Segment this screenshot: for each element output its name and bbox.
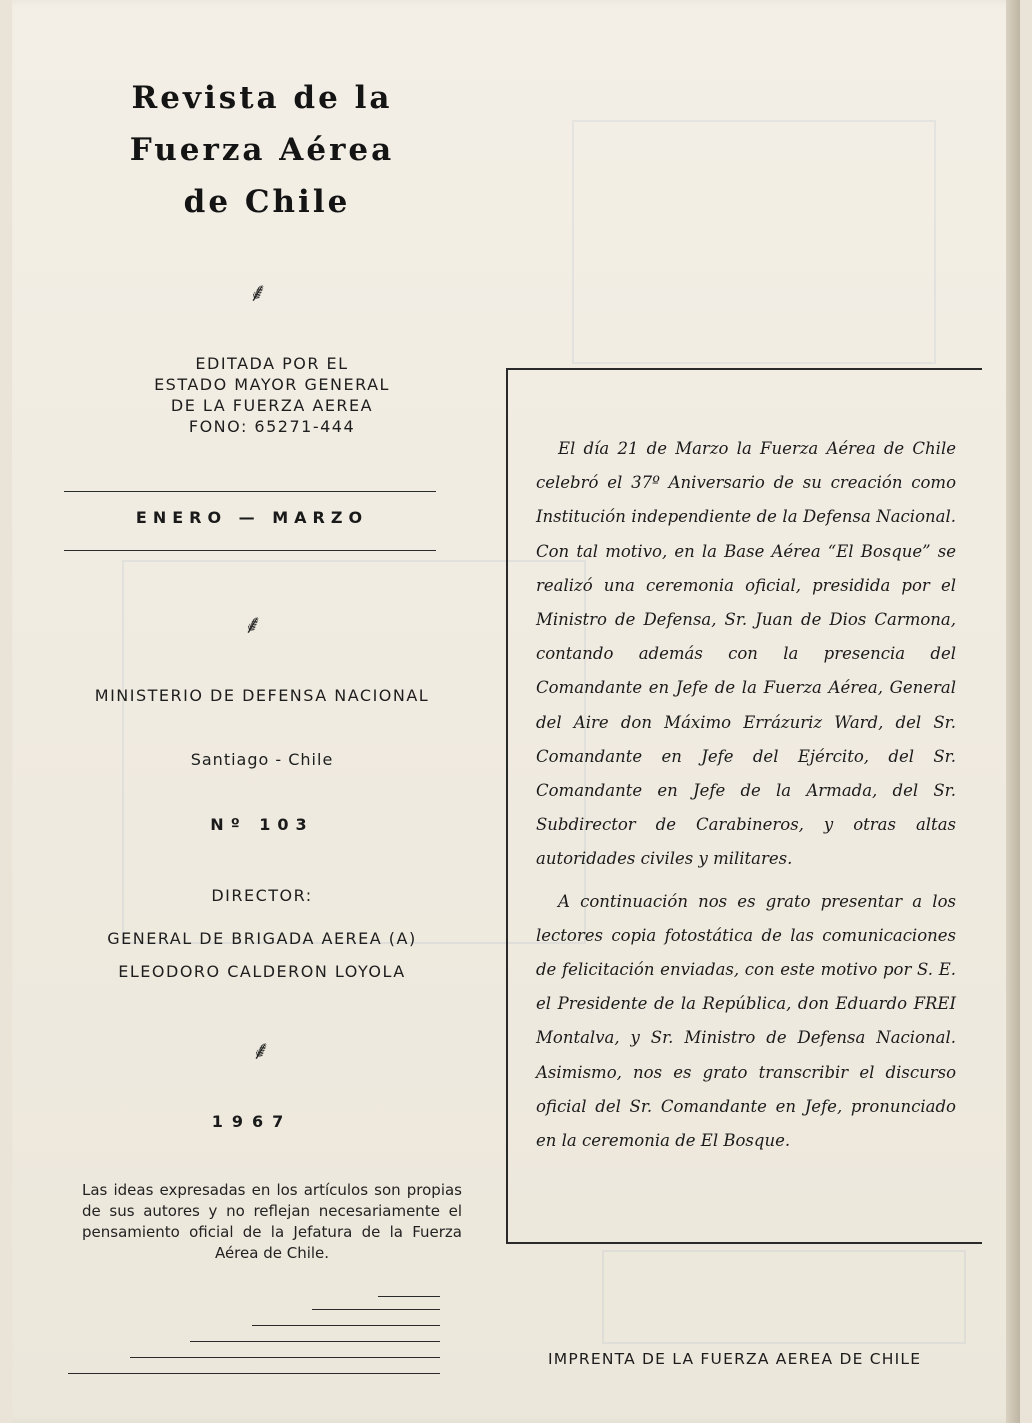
ornament-leaf-icon: ⸙ — [243, 610, 263, 640]
announcement-paragraph-2: A continuación nos es grato presentar a los lectores copia fotostática de las comunicaciones de felicitación enviadas, con este motivo por S. E. el Presidente de la República, don Eduardo FREI Montalva, y Sr. Ministro de Defensa Nacional. Asimismo, nos es grato transcribir el discurso oficial del Sr. Comandante en Jefe, pronunciado en la ceremonia de El Bosque. — [536, 891, 956, 1151]
issue-number: Nº 103 — [210, 815, 314, 834]
announcement-paragraph-1: El día 21 de Marzo la Fuerza Aérea de Chile celebró el 37º Aniversario de su creación como Institución independiente de la Defensa Nacional. Con tal motivo, en la Base Aérea “El Bosque” se realizó una ceremonia oficial, presidida por el Ministro de Defensa, Sr. Juan de Dios Carmona, contando además con la presencia del Comandante en Jefe de la Fuerza Aérea, General del Aire don Máximo Errázuriz Ward, del Sr. Comandante en Jefe del Ejército, del Sr. Comandante en Jefe de la Armada, del Sr. Subdirector de Carabineros, y otras altas autoridades civiles y militares. — [536, 439, 956, 869]
closing-line — [68, 1373, 440, 1374]
ornament-leaf-icon: ⸙ — [251, 1036, 271, 1066]
director-name: ELEODORO CALDERON LOYOLA — [118, 962, 406, 981]
location: Santiago - Chile — [190, 750, 334, 769]
editorial-line-2: ESTADO MAYOR GENERAL — [154, 375, 390, 394]
announcement-box — [506, 368, 982, 1244]
magazine-title — [92, 72, 432, 228]
divider-top — [64, 491, 436, 492]
title-line-3: de Chile — [183, 184, 351, 220]
closing-line — [190, 1341, 440, 1342]
closing-line — [378, 1296, 440, 1297]
closing-line — [312, 1309, 440, 1310]
editorial-line-3: DE LA FUERZA AEREA — [170, 396, 374, 415]
announcement-text — [536, 432, 956, 1158]
editorial-phone: FONO: 65271-444 — [188, 417, 356, 436]
ministry-name: MINISTERIO DE DEFENSA NACIONAL — [94, 686, 430, 705]
publication-year: 1967 — [211, 1112, 293, 1131]
issue-period: ENERO — MARZO — [135, 508, 369, 527]
director-rank: GENERAL DE BRIGADA AEREA (A) — [107, 929, 417, 948]
bleed-through-frame — [572, 120, 936, 364]
closing-line — [252, 1325, 440, 1326]
disclaimer-text: Las ideas expresadas en los artículos son propias de sus autores y no reflejan necesariamente el pensamiento oficial de la Jefatura de la Fuerza Aérea de Chile. — [82, 1181, 462, 1262]
title-line-1: Revista de la — [131, 80, 393, 116]
closing-line — [130, 1357, 440, 1358]
ornament-leaf-icon: ⸙ — [248, 278, 268, 308]
director-heading: DIRECTOR: — [211, 886, 313, 905]
printer-credit: IMPRENTA DE LA FUERZA AEREA DE CHILE — [548, 1350, 922, 1368]
editorial-block — [112, 353, 432, 437]
bleed-through-frame — [602, 1250, 966, 1344]
magazine-page — [12, 0, 1020, 1423]
divider-bottom — [64, 550, 436, 551]
editorial-line-1: EDITADA POR EL — [195, 354, 349, 373]
title-line-2: Fuerza Aérea — [129, 132, 395, 168]
page-spine — [1006, 0, 1020, 1423]
